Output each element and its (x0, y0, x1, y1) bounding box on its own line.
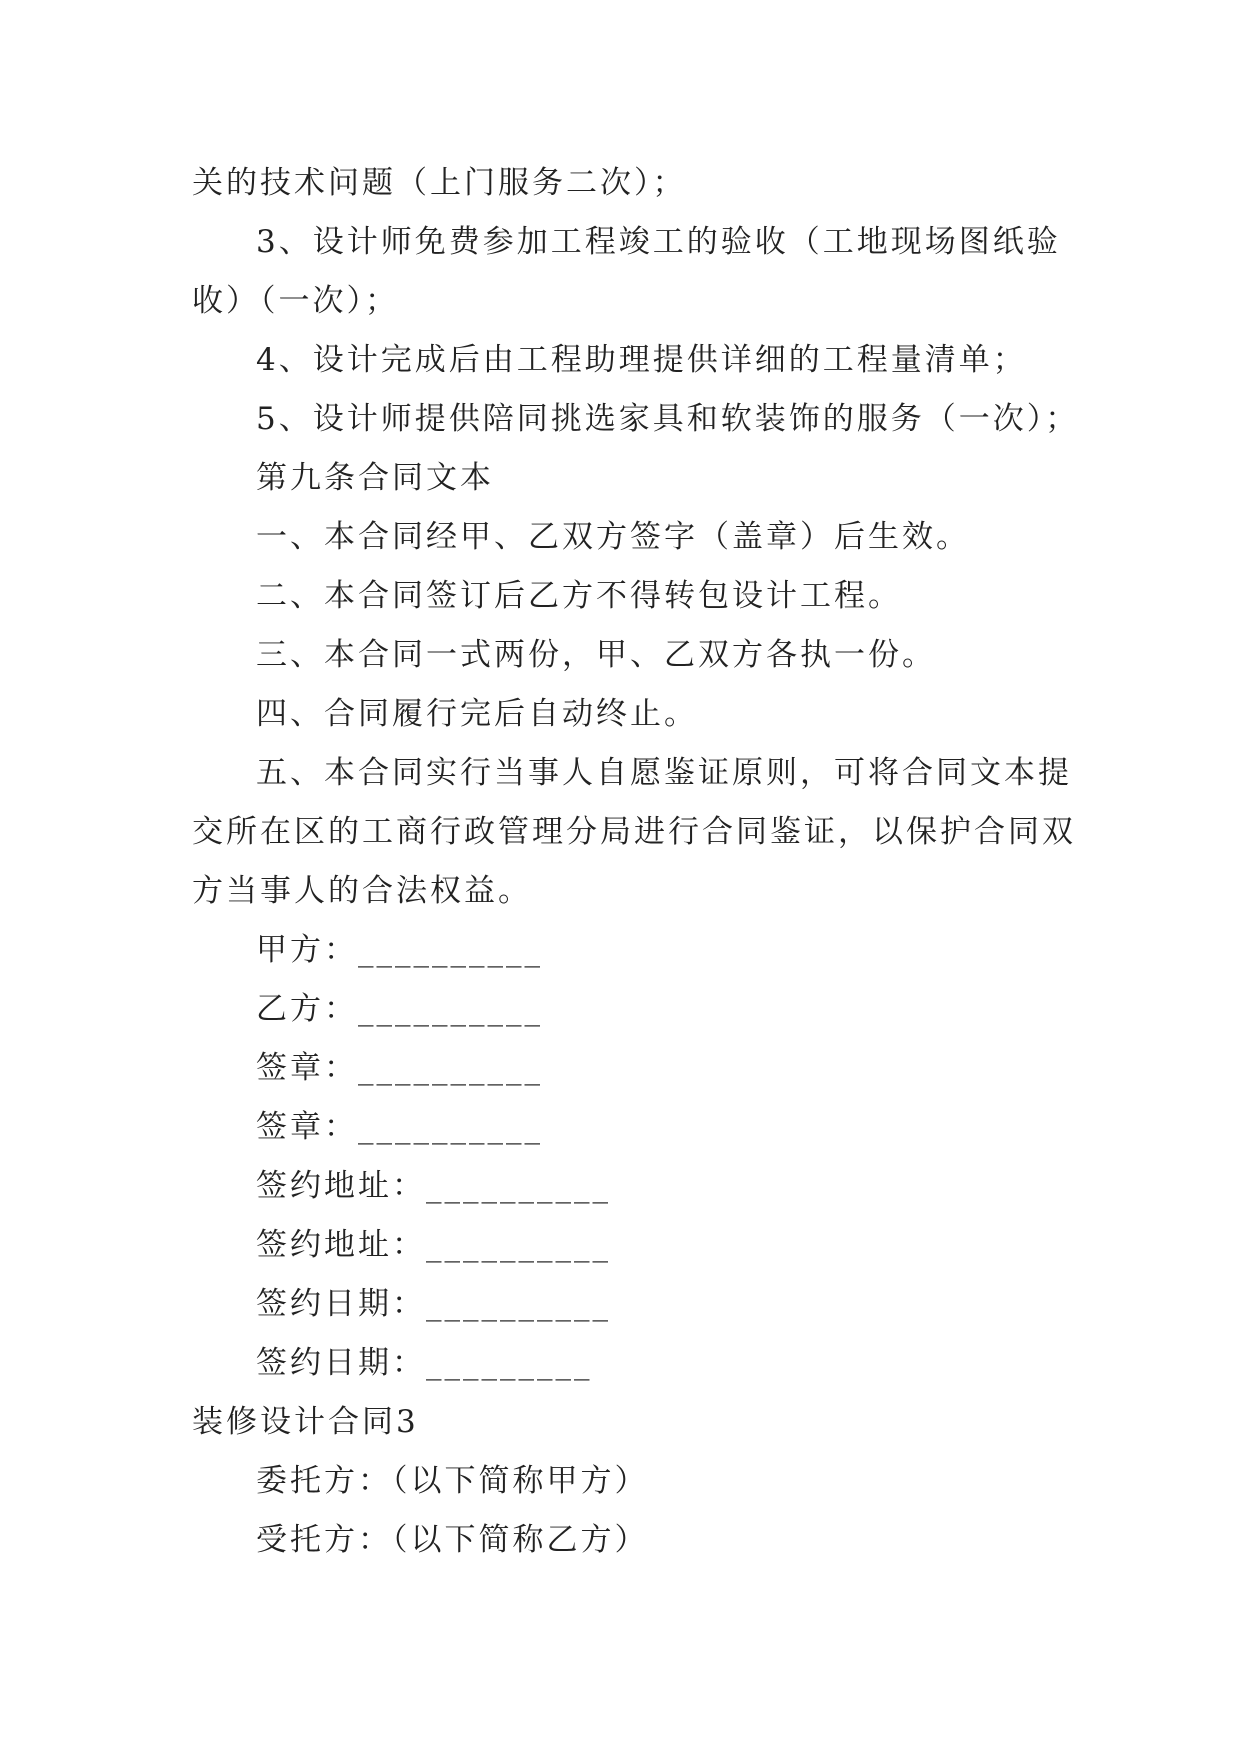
text-line: 四、合同履行完后自动终止。 (256, 696, 698, 732)
text-line: 一、本合同经甲、乙双方签字（盖章）后生效。 (256, 519, 970, 555)
document-title: 装修设计合同3 (192, 1404, 419, 1440)
text-line: 五、本合同实行当事人自愿鉴证原则，可将合同文本提 (256, 755, 1072, 791)
text-line: 二、本合同签订后乙方不得转包设计工程。 (256, 578, 902, 614)
text-line: 关的技术问题（上门服务二次）； (192, 165, 687, 201)
signature-line-party-a: 甲方：__________ (256, 932, 543, 968)
signature-line-seal: 签章：__________ (256, 1109, 543, 1145)
text-line: 4、设计完成后由工程助理提供详细的工程量清单； (256, 342, 1027, 378)
text-line: 交所在区的工商行政管理分局进行合同鉴证，以保护合同双 (192, 814, 1076, 850)
signature-line-address: 签约地址：__________ (256, 1168, 611, 1204)
text-line: 委托方：（以下简称甲方） (256, 1463, 649, 1499)
text-line: 收）（一次）； (192, 283, 399, 319)
text-line: 三、本合同一式两份，甲、乙双方各执一份。 (256, 637, 936, 673)
text-line: 5、设计师提供陪同挑选家具和软装饰的服务（一次）； (256, 401, 1080, 437)
signature-line-date: 签约日期：_________ (256, 1345, 593, 1381)
signature-line-seal: 签章：__________ (256, 1050, 543, 1086)
section-heading: 第九条合同文本 (256, 460, 494, 496)
text-line: 3、设计师免费参加工程竣工的验收（工地现场图纸验 (256, 224, 1061, 260)
signature-line-address: 签约地址：__________ (256, 1227, 611, 1263)
signature-line-party-b: 乙方：__________ (256, 991, 543, 1027)
signature-line-date: 签约日期：__________ (256, 1286, 611, 1322)
text-line: 受托方：（以下简称乙方） (256, 1522, 649, 1558)
text-line: 方当事人的合法权益。 (192, 873, 532, 909)
